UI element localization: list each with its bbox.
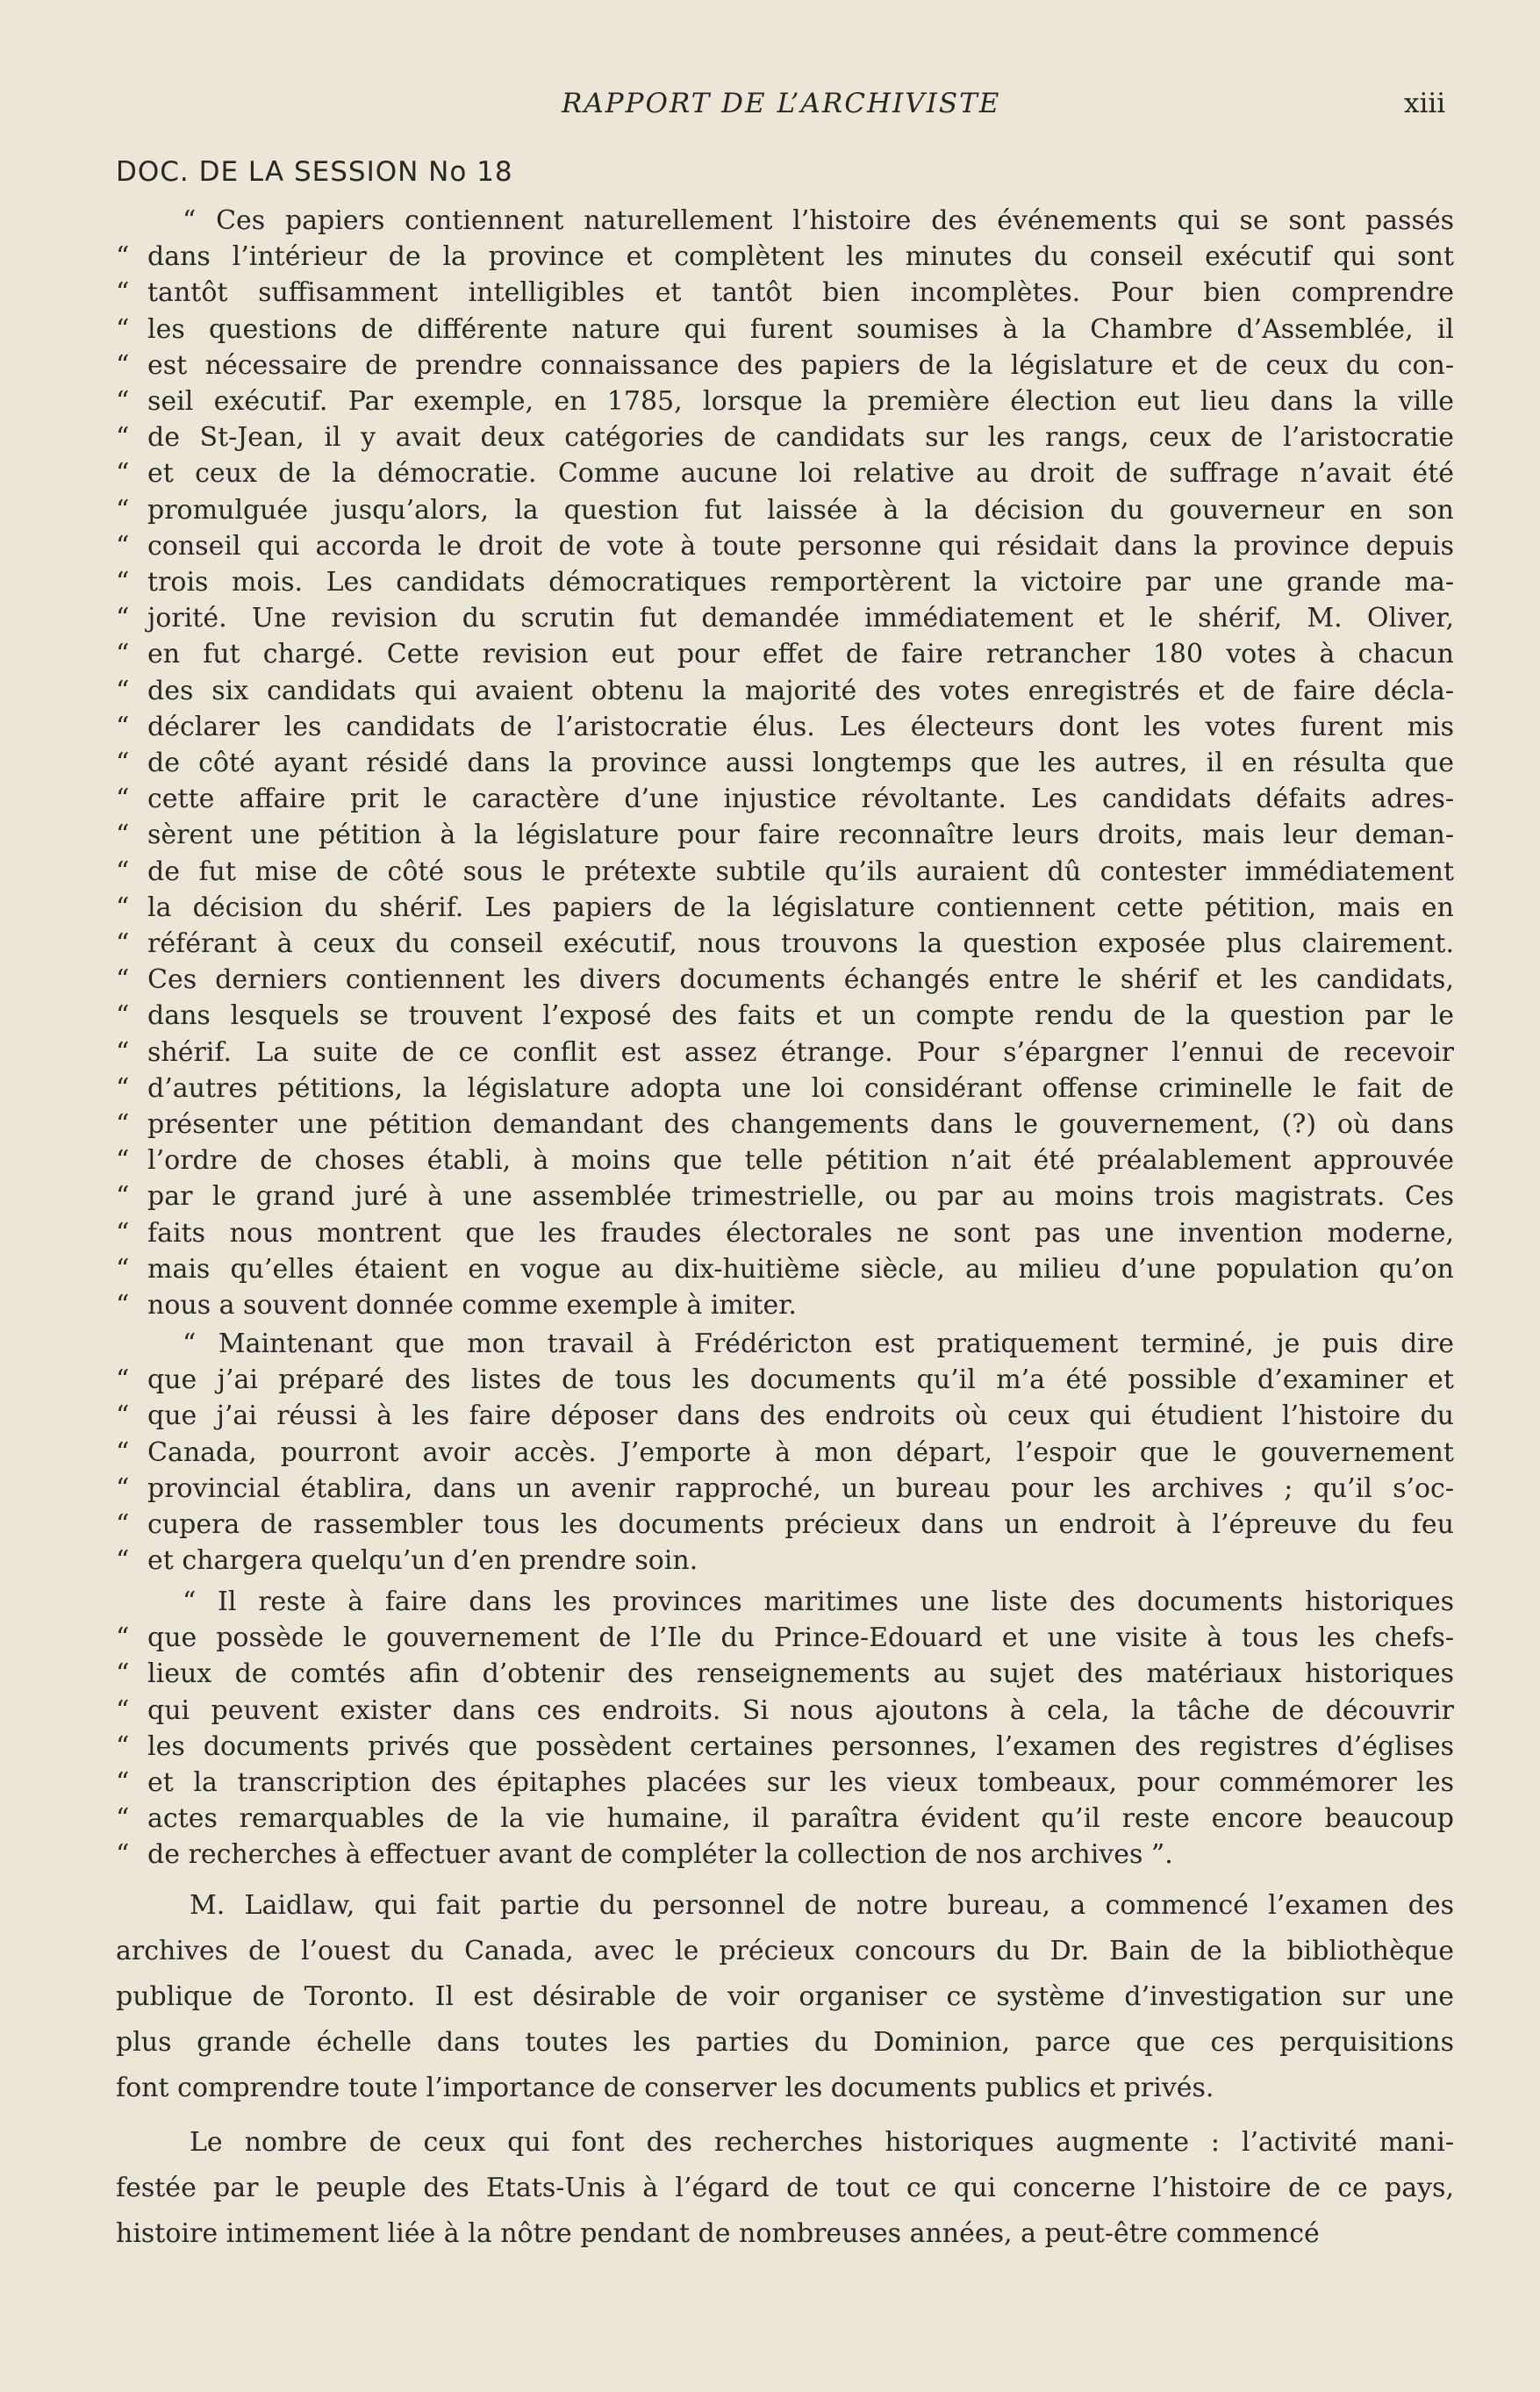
quote-mark: “ — [116, 892, 130, 923]
text-line: font comprendre toute l’importance de conserver les documents publics et privés. — [116, 2073, 1214, 2103]
quote-mark: “ — [116, 530, 130, 562]
text-line: “ faits nous montrent que les fraudes électorales ne sont pas une invention moderne, — [116, 1216, 1454, 1251]
text-line: “ sèrent une pétition à la législature pour faire reconnaître leurs droits, mais leur deman- — [116, 818, 1454, 853]
quote-mark: “ — [116, 313, 130, 345]
text-line: “ Maintenant que mon travail à Frédéricton est pratiquement terminé, je puis dire — [183, 1328, 1454, 1359]
text-line: “ et la transcription des épitaphes placées sur les vieux tombeaux, pour commémorer les — [116, 1765, 1454, 1801]
quote-mark: “ — [116, 1730, 130, 1762]
text-line: “ cette affaire prit le caractère d’une injustice révoltante. Les candidats défaits adres- — [116, 782, 1454, 817]
text-line: “ que possède le gouvernement de l’Ile du Prince-Edouard et une visite à tous les chefs- — [116, 1621, 1454, 1656]
quote-mark: “ — [116, 277, 130, 309]
quote-mark: “ — [116, 639, 130, 670]
text-line: “ shérif. La suite de ce conflit est assez étrange. Pour s’épargner l’ennui de recevoir — [116, 1035, 1454, 1071]
quote-mark: “ — [116, 748, 130, 778]
quote-mark: “ — [116, 1767, 130, 1798]
text-line: “ actes remarquables de la vie humaine, il paraîtra évident qu’il reste encore beaucoup — [116, 1801, 1454, 1837]
text-line: “ que j’ai préparé des listes de tous les documents qu’il m’a été possible d’examiner et — [116, 1363, 1454, 1398]
text-line: “ les documents privés que possèdent certaines personnes, l’examen des registres d’églises — [116, 1730, 1454, 1765]
text-line: “ Canada, pourront avoir accès. J’emporte à mon départ, l’espoir que le gouvernement — [116, 1436, 1454, 1471]
text-line: “ dans lesquels se trouvent l’exposé des faits et un compte rendu de la question par le — [116, 999, 1454, 1034]
text-line: “ présenter une pétition demandant des changements dans le gouvernement, (?) où dans — [116, 1107, 1454, 1142]
quote-mark: “ — [116, 784, 130, 815]
quote-mark: “ — [116, 1181, 130, 1213]
text-line: “ nous a souvent donnée comme exemple à imiter. — [116, 1288, 1454, 1323]
quote-mark: “ — [116, 1400, 130, 1432]
quote-mark: “ — [116, 1472, 130, 1504]
text-line: “ dans l’intérieur de la province et complètent les minutes du conseil exécutif qui sont — [116, 240, 1454, 275]
quote-mark: “ — [116, 1036, 130, 1068]
page-number: xiii — [1404, 88, 1446, 119]
quote-mark: “ — [116, 1509, 130, 1540]
quote-mark: “ — [116, 1803, 130, 1835]
quote-mark: “ — [116, 349, 130, 381]
text-line: “ Ces derniers contiennent les divers documents échangés entre le shérif et les candidats, — [116, 963, 1454, 998]
text-line: “ mais qu’elles étaient en vogue au dix-huitième siècle, au milieu d’une population qu’on — [116, 1252, 1454, 1287]
quote-mark: “ — [116, 1253, 130, 1285]
quote-mark: “ — [116, 1072, 130, 1104]
text-line: “ seil exécutif. Par exemple, en 1785, lorsque la première élection eut lieu dans la ville — [116, 384, 1454, 419]
session-label: DOC. DE LA SESSION No 18 — [116, 156, 513, 188]
quote-mark: “ — [116, 711, 130, 742]
quote-mark: “ — [116, 964, 130, 996]
text-line: “ promulguée jusqu’alors, la question fut laissée à la décision du gouverneur en son — [116, 493, 1454, 528]
text-line: “ qui peuvent exister dans ces endroits. Si nous ajoutons à cela, la tâche de découvrir — [116, 1694, 1454, 1729]
quote-mark: “ — [116, 1145, 130, 1177]
text-line: “ lieux de comtés afin d’obtenir des renseignements au sujet des matériaux historiques — [116, 1657, 1454, 1692]
text-line: “ déclarer les candidats de l’aristocratie élus. Les électeurs dont les votes furent mis — [116, 710, 1454, 745]
text-line: “ la décision du shérif. Les papiers de la législature contiennent cette pétition, mais en — [116, 891, 1454, 926]
text-line: “ et chargera quelqu’un d’en prendre soin. — [116, 1543, 1454, 1579]
text-line: “ par le grand juré à une assemblée trimestrielle, ou par au moins trois magistrats. Ces — [116, 1179, 1454, 1214]
quote-mark: “ — [116, 1545, 130, 1577]
text-line: publique de Toronto. Il est désirable de voir organiser ce système d’investigation sur une — [116, 1981, 1454, 2012]
text-line: archives de l’ouest du Canada, avec le précieux concours du Dr. Bain de la bibliothèque — [116, 1936, 1454, 1966]
text-line: “ Ces papiers contiennent naturellement l’histoire des événements qui se sont passés — [183, 205, 1454, 236]
text-line: “ jorité. Une revision du scrutin fut demandée immédiatement et le shérif, M. Oliver, — [116, 601, 1454, 636]
quote-mark: “ — [116, 856, 130, 887]
quote-mark: “ — [116, 603, 130, 634]
running-title: RAPPORT DE L’ARCHIVISTE — [562, 88, 1001, 119]
quote-mark: “ — [116, 1364, 130, 1396]
text-line: “ les questions de différente nature qui furent soumises à la Chambre d’Assemblée, il — [116, 312, 1454, 347]
quote-mark: “ — [116, 1839, 130, 1871]
text-line: plus grande échelle dans toutes les parties du Dominion, parce que ces perquisitions — [116, 2027, 1454, 2058]
quote-mark: “ — [116, 422, 130, 454]
quote-mark: “ — [116, 567, 130, 598]
text-line: “ de St-Jean, il y avait deux catégories de candidats sur les rangs, ceux de l’aristocratie — [116, 420, 1454, 455]
quote-mark: “ — [116, 1109, 130, 1140]
quote-mark: “ — [116, 928, 130, 959]
text-line: “ l’ordre de choses établi, à moins que telle pétition n’ait été préalablement approuvée — [116, 1143, 1454, 1178]
text-line: “ cupera de rassembler tous les documents précieux dans un endroit à l’épreuve du feu — [116, 1508, 1454, 1543]
text-line: “ de recherches à effectuer avant de compléter la collection de nos archives ”. — [116, 1837, 1454, 1873]
quote-mark: “ — [116, 1217, 130, 1249]
text-line: histoire intimement liée à la nôtre pendant de nombreuses années, a peut-être commencé — [116, 2218, 1320, 2249]
text-line: “ provincial établira, dans un avenir rapproché, un bureau pour les archives ; qu’il s’oc- — [116, 1472, 1454, 1507]
text-line: “ trois mois. Les candidats démocratiques remportèrent la victoire par une grande ma- — [116, 565, 1454, 600]
text-line: “ de côté ayant résidé dans la province aussi longtemps que les autres, il en résulta que — [116, 746, 1454, 781]
text-line: “ tantôt suffisamment intelligibles et tantôt bien incomplètes. Pour bien comprendre — [116, 276, 1454, 311]
text-line: “ que j’ai réussi à les faire déposer dans des endroits où ceux qui étudient l’histoire du — [116, 1399, 1454, 1434]
quote-mark: “ — [116, 1436, 130, 1468]
text-line: M. Laidlaw, qui fait partie du personnel de notre bureau, a commencé l’examen des — [190, 1890, 1454, 1921]
quote-mark: “ — [116, 1658, 130, 1690]
quote-mark: “ — [116, 820, 130, 851]
quote-mark: “ — [116, 1622, 130, 1654]
text-line: “ de fut mise de côté sous le prétexte subtile qu’ils auraient dû contester immédiatement — [116, 855, 1454, 890]
text-line: “ référant à ceux du conseil exécutif, nous trouvons la question exposée plus clairement. — [116, 927, 1454, 962]
quote-mark: “ — [116, 458, 130, 490]
quote-mark: “ — [116, 675, 130, 706]
quote-mark: “ — [116, 494, 130, 526]
text-line: “ d’autres pétitions, la législature adopta une loi considérant offense criminelle le fait de — [116, 1071, 1454, 1106]
quote-mark: “ — [116, 241, 130, 273]
quote-mark: “ — [116, 386, 130, 417]
text-line: “ est nécessaire de prendre connaissance des papiers de la législature et de ceux du con- — [116, 348, 1454, 383]
quote-mark: “ — [116, 1694, 130, 1726]
text-line: festée par le peuple des Etats-Unis à l’égard de tout ce qui concerne l’histoire de ce pays, — [116, 2173, 1454, 2203]
text-line: “ conseil qui accorda le droit de vote à toute personne qui résidait dans la province depuis — [116, 529, 1454, 564]
quote-mark: “ — [116, 1290, 130, 1321]
text-line: “ des six candidats qui avaient obtenu la majorité des votes enregistrés et de faire décla- — [116, 674, 1454, 709]
text-line: “ en fut chargé. Cette revision eut pour effet de faire retrancher 180 votes à chacun — [116, 637, 1454, 672]
quote-mark: “ — [116, 1000, 130, 1032]
text-line: “ Il reste à faire dans les provinces maritimes une liste des documents historiques — [183, 1586, 1454, 1617]
text-line: “ et ceux de la démocratie. Comme aucune loi relative au droit de suffrage n’avait été — [116, 456, 1454, 491]
text-line: Le nombre de ceux qui font des recherches historiques augmente : l’activité mani- — [190, 2127, 1454, 2158]
